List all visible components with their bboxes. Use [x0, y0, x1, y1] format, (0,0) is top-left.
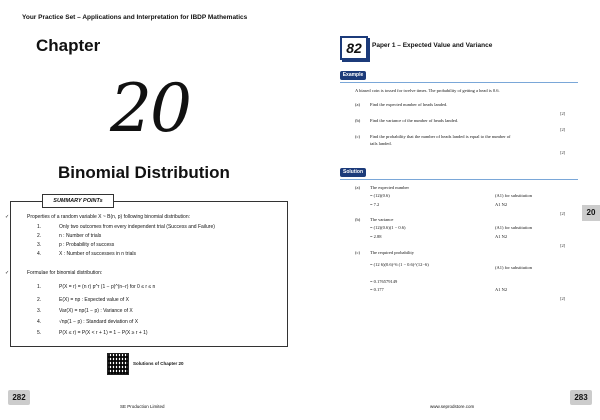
summary-num: 2.: [37, 233, 42, 239]
formula-item: E(X) = np : Expected value of X: [59, 297, 129, 303]
solution-mark: (A1) for substitution: [495, 225, 532, 230]
qr-code-icon[interactable]: [107, 353, 129, 375]
question-text: Find the probability that the number of heads landed is equal to the number of: [370, 134, 511, 139]
solution-label: (c): [355, 250, 360, 255]
summary-num: 1.: [37, 224, 42, 230]
solution-line: The variance: [370, 217, 394, 222]
summary-tab: SUMMARY POINTs: [42, 194, 114, 208]
summary-item: p : Probability of success: [59, 242, 115, 248]
solution-line: = (12)(0.6): [370, 193, 390, 198]
chapter-word: Chapter: [36, 36, 101, 55]
solution-line: The expected number: [370, 185, 409, 190]
solution-mark: (A1) for substitution: [495, 193, 532, 198]
solution-line: = (12 6)(0.6)^6 (1 − 0.6)^(12−6): [370, 262, 429, 267]
summary-intro-2: Formulae for binomial distribution:: [27, 270, 103, 276]
marks: [2]: [560, 243, 566, 248]
page-number-left: 282: [8, 390, 30, 405]
solution-badge: Solution: [340, 168, 366, 177]
divider: [340, 179, 578, 180]
example-intro: A biased coin is tossed for twelve times. The probability of getting a head is 0.6.: [355, 88, 500, 93]
question-text-cont: tails landed.: [370, 141, 392, 146]
solution-label: (a): [355, 185, 360, 190]
summary-item: n : Number of trials: [59, 233, 102, 239]
formula-item: P(X ≤ r) = P(X < r + 1) = 1 − P(X ≥ r + 1): [59, 330, 148, 336]
question-text: Find the variance of the number of heads landed.: [370, 118, 459, 123]
marks: [2]: [560, 296, 566, 301]
solution-mark: A1 N2: [495, 234, 508, 239]
summary-intro-1: Properties of a random variable X ~ B(n, p) following binomial distribution:: [27, 214, 190, 220]
formula-item: P(X = r) = (n r) p^r (1 − p)^(n−r) for 0 ≤ r ≤ n: [59, 284, 156, 290]
solution-line: = 0.177: [370, 287, 384, 292]
question-label: (b): [355, 118, 361, 123]
summary-box: [5, 201, 288, 347]
chapter-badge: 82: [340, 36, 368, 60]
question-label: (c): [355, 134, 360, 139]
chapter-title: Binomial Distribution: [58, 163, 230, 182]
solution-line: The required probability: [370, 250, 414, 255]
solution-label: (b): [355, 217, 361, 222]
solution-line: = 7.2: [370, 202, 380, 207]
solution-mark: (A1) for substitution: [495, 265, 532, 270]
solution-mark: A1 N2: [495, 202, 508, 207]
formula-item: √np(1 − p) : Standard deviation of X: [59, 319, 139, 325]
summary-num: 3.: [37, 242, 42, 248]
example-badge: Example: [340, 71, 366, 80]
page-number-right: 283: [570, 390, 592, 405]
marks: [2]: [560, 211, 566, 216]
summary-item: X : Number of successes in n trials: [59, 251, 136, 257]
divider: [340, 82, 578, 83]
marks: [2]: [560, 150, 566, 155]
summary-num: 4.: [37, 319, 42, 325]
marks: [2]: [560, 127, 566, 132]
question-text: Find the expected number of heads landed.: [370, 102, 448, 107]
summary-num: 2.: [37, 297, 42, 303]
chapter-number: 20: [110, 70, 190, 147]
solution-line: = 2.88: [370, 234, 382, 239]
check-icon: ✓: [5, 214, 10, 220]
section-title: Paper 1 – Expected Value and Variance: [372, 42, 493, 49]
marks: [2]: [560, 111, 566, 116]
header-title: Your Practice Set – Applications and Interpretation for IBDP Mathematics: [22, 14, 248, 21]
chapter-side-tab: 20: [582, 205, 600, 221]
summary-num: 1.: [37, 284, 42, 290]
qr-caption: Solutions of Chapter 20: [133, 361, 184, 366]
summary-item: Only two outcomes from every independent trial (Success and Failure): [59, 224, 215, 230]
formula-item: Var(X) = np(1 − p) : Variance of X: [59, 308, 133, 314]
footer-left: SE Production Limited: [120, 404, 165, 409]
summary-num: 4.: [37, 251, 42, 257]
footer-right[interactable]: www.seprodstore.com: [430, 404, 475, 409]
check-icon: ✓: [5, 270, 10, 276]
question-label: (a): [355, 102, 360, 107]
solution-line: = 0.176579149: [370, 279, 398, 284]
summary-num: 3.: [37, 308, 42, 314]
solution-mark: A1 N2: [495, 287, 508, 292]
summary-num: 5.: [37, 330, 42, 336]
solution-line: = (12)(0.6)(1 − 0.6): [370, 225, 406, 230]
